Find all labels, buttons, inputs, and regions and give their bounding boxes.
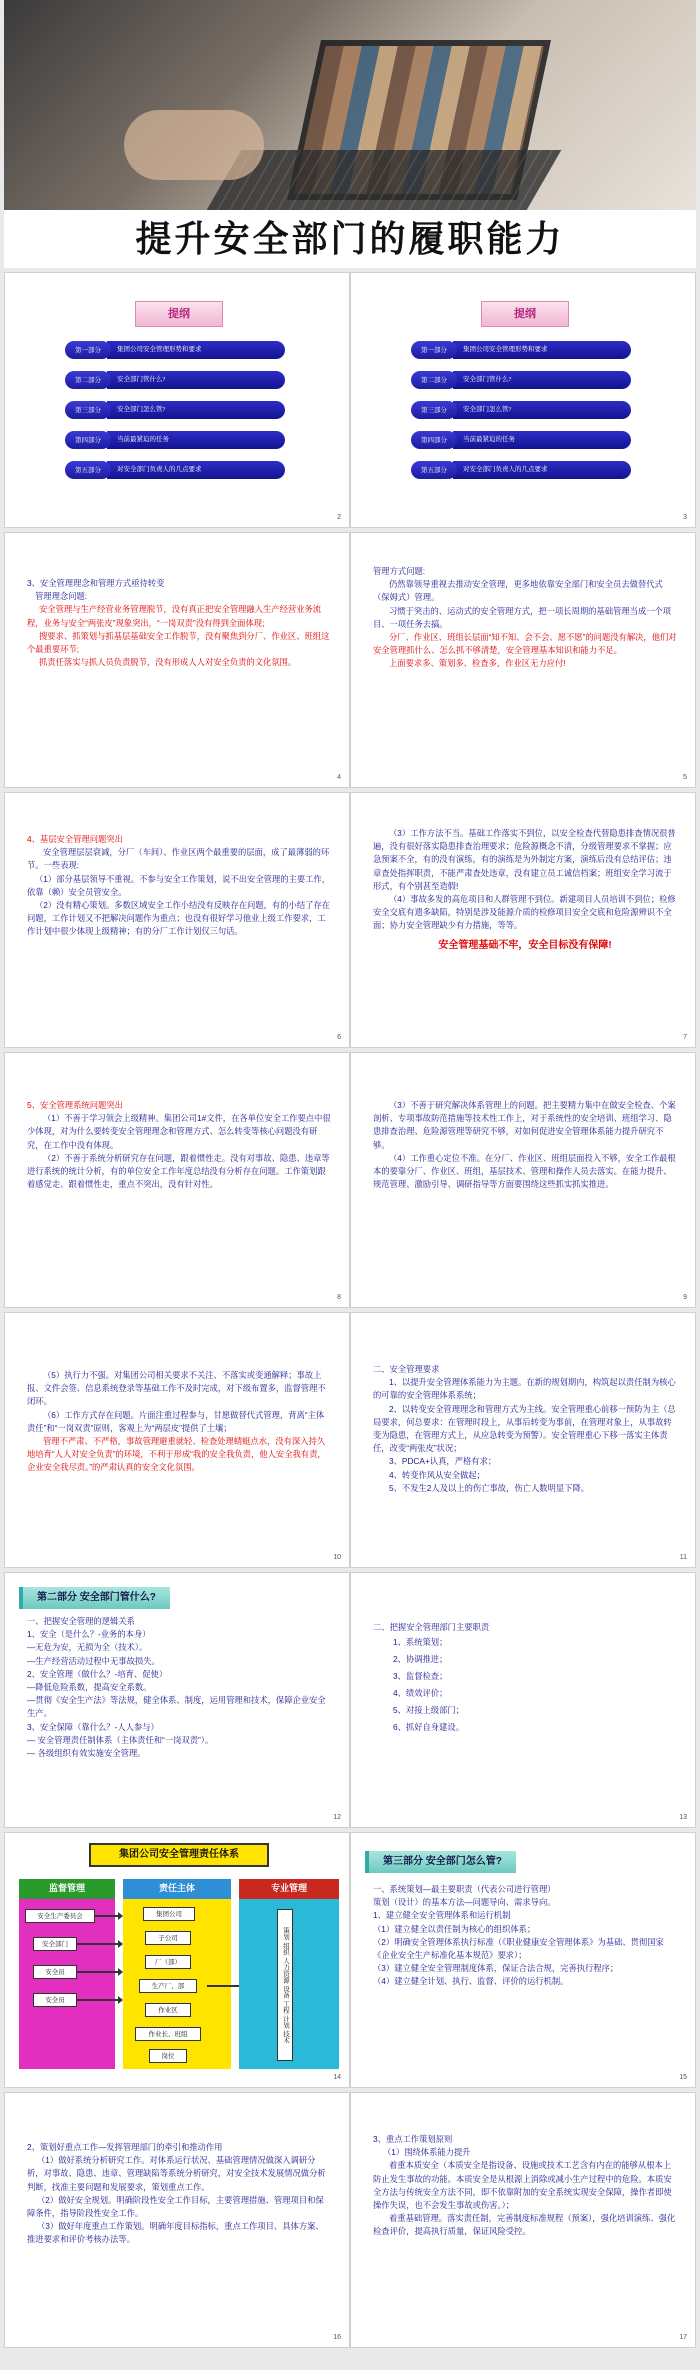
slide-body: （3）工作方法不当。基础工作落实不到位，以安全检查代替隐患排查情况很普遍，没有很好落实隐患排查治理要求；危险源概念不清，分级管理要求不掌握；应急预案不全，有的没有演练，有的演练是为外制定方案，演练后没有总结评估；违章查处指挥职责，不能严肃查处违章，没有建立员工诚信档案；班组安全学习流于形式，有个别甚至造假! （4）事故多发的高危项目和人群管理不到位。新建项目人员培训不到位；检修安全交底有遗多缺陷，特别是涉及能源介质的检修项目安全交底和危险源辨识不全面；协力安全管理缺少有力措施，等等。 安全管理基础不牢，安全目标没有保障! (373, 828, 676, 951)
outline-title: 提纲 (135, 301, 223, 327)
slide-17 (350, 2092, 696, 2348)
slide-14 (4, 1832, 350, 2088)
diagram-node: 安全员 (33, 1965, 77, 1979)
slide-12 (4, 1572, 350, 1828)
subject-column (123, 1899, 231, 2069)
slide-body: （5）执行力不强。对集团公司相关要求不关注、不落实或变通解释；事故上报、文件会签、信息系统登录等基础工作不及时完成，对下级布置多，监督管理不闭环。 （6）工作方式存在问题。片面注重过程参与，甘愿做替代式管理，背离“主体责任”和“一岗双责”原则，客观上为“两层皮”提供了土壤； 管理不严肃、不严格，事故管理避重就轻、检查处理蜻蜓点水，没有深入持久地培育“人人对安全负责”的环境，不利于形成“我的安全我负责，他人安全我有责，企业安全我尽责。”的严肃认真的安全文化氛围。 (27, 1370, 326, 1473)
slide-body: 二、把握安全管理部门主要职责 1、系统策划； 2、协调推进； 3、监督检查； 4、绩效评价； 5、对接上级部门； 6、抓好自身建设。 (373, 1622, 490, 1733)
slide-outline-b (350, 272, 696, 528)
diagram-node: 作业区 (145, 2003, 191, 2017)
diagram-node: 安全部门 (33, 1937, 77, 1951)
page-number: 4 (337, 774, 341, 781)
diagram-title: 集团公司安全管理责任体系 (89, 1843, 269, 1867)
slide-body: 管理方式问题: 仍然靠领导重视去推动安全管理，更多地依靠安全部门和安全员去做替代式（保姆式）管理。 习惯于突击的、运动式的安全管理方式，把一项长周期的基础管理当成一个项目、一项任务去搞。 分厂、作业区、班组长层面“知不知、会不会、愿不愿”的问题没有解决，他们对安全管理抓什么、怎么抓不够清楚，安全管理基本知识和能力不足。 上面要求多、策划多、检查多，作业区无力应付! (373, 566, 677, 669)
diagram-node: 子公司 (145, 1931, 191, 1945)
diagram-node: 作业长、班组 (135, 2027, 201, 2041)
arrow-icon (77, 1943, 119, 1945)
page-number: 5 (683, 774, 687, 781)
slide-13 (350, 1572, 696, 1828)
slide-body: 一、系统策划—最主要职责（代表公司进行管理） 策划（设计）的基本方法—问题导向、需求导向。 1、建立健全安全管理体系和运行机制 （1）建立健全以责任制为核心的组织体系； （2）明确安全管理体系执行标准（《职业健康安全管理体系》为基础、贯彻国家《企业安全生产标准化基本规范》要求）； （3）建立健全安全管理制度体系，保证合法合规，完善执行程序； （4）建立健全计划、执行、监督、评价的运行机制。 (373, 1884, 664, 1987)
diagram-node: 岗位 (149, 2049, 187, 2063)
dept-list: 策划 组织 人力资源 设备 工程 计划 技术 (277, 1909, 293, 2061)
header-supervision: 监督管理 (19, 1879, 115, 1899)
header-subject: 责任主体 (123, 1879, 231, 1899)
outline-title: 提纲 (481, 301, 569, 327)
outline-item[interactable]: 集团公司安全管理形势和要求 第一部分 (65, 341, 285, 359)
page-number: 17 (679, 2334, 687, 2341)
supervision-column (19, 1899, 115, 2069)
section-title: 第二部分 安全部门管什么? (19, 1587, 170, 1609)
page-number: 16 (333, 2334, 341, 2341)
outline-item[interactable]: 对安全部门负责人的几点要求 第五部分 (411, 461, 631, 479)
page-number: 12 (333, 1814, 341, 1821)
arrow-icon (95, 1915, 119, 1917)
slide-body: 3、重点工作策划原则 （1）围绕体系能力提升 着重本质安全（本质安全是指设备、设施或技术工艺含有内在的能够从根本上防止发生事故的功能。本质安全是从根源上消除或减小生产过程中的危险。本质安全方法与传统安全方法不同，即不依靠附加的安全系统实现安全保障，操作者即使操作失误，也不会发生事故或伤害。）； 着重基础管理。落实责任制，完善制度标准规程（预案），强化培训演练、强化检查评价，提高执行质量，保证风险受控。 (373, 2134, 676, 2237)
outline-item[interactable]: 当前最紧迫的任务 第四部分 (411, 431, 631, 449)
outline-item[interactable]: 安全部门管什么? 第二部分 (65, 371, 285, 389)
arrow-icon (207, 1985, 241, 1987)
page-number: 15 (679, 2074, 687, 2081)
slide-body: （3）不善于研究解决体系管理上的问题。把主要精力集中在做安全检查、个案剖析、专项事故防范措施等技术性工作上，对于系统性的安全培训、班组学习、隐患排查治理、危险源管理等研究不够，对如何促进安全管理体系能力提升研究不够。 （4）工作重心定位不准。在分厂、作业区、班组层面投入不够，安全工作最根本的要靠分厂、作业区、班组，基层技术、管理和操作人员去落实。在能力提升、规范管理、激励引导、调研指导等方面要围绕这些抓实抓实推进。 (373, 1100, 676, 1190)
outline-item[interactable]: 集团公司安全管理形势和要求 第一部分 (411, 341, 631, 359)
slide-5 (350, 532, 696, 788)
outline-item[interactable]: 当前最紧迫的任务 第四部分 (65, 431, 285, 449)
page-number: 8 (337, 1294, 341, 1301)
slide-body: 一、把握安全管理的逻辑关系 1、安全（是什么？-业务的本身） —无危为安，无损为全（技术）。 —生产经营活动过程中无事故损失。 2、安全管理（做什么？-培育、促使） —降低危险系数，提高安全系数。 —贯彻《安全生产法》等法规，健全体系、制度，运用管理和技术，保障企业安全生产。 3、安全保障（靠什么？-人人参与） — 安全管理责任制体系（主体责任和“一岗双责”）。 — 各级组织有效实施安全管理。 (27, 1616, 326, 1759)
slide-body: 5、安全管理系统问题突出 （1）不善于学习领会上级精神。集团公司1#文件，在各单位安全工作要点中很少体现，对为什么要转变安全管理理念和管理方式、怎么转变等核心问题没有研究，在工作中没有体现。 （2）不善于系统分析研究存在问题，跟着惯性走。没有对事故、隐患、违章等进行系统的统计分析，有的单位安全工作年度总结没有分析存在问题。工作策划跟着感觉走、跟着惯性走，重点不突出，没有针对性。 (27, 1100, 331, 1190)
page-number: 7 (683, 1034, 687, 1041)
outline-item[interactable]: 对安全部门负责人的几点要求 第五部分 (65, 461, 285, 479)
hand-image (124, 110, 264, 180)
page-number: 9 (683, 1294, 687, 1301)
slide-6 (4, 792, 350, 1048)
slide-outline-a (4, 272, 350, 528)
page-number: 11 (679, 1554, 687, 1561)
page-number: 10 (333, 1554, 341, 1561)
diagram-node: 安全员 (33, 1993, 77, 2007)
page-number: 14 (333, 2074, 341, 2081)
page-number: 3 (683, 514, 687, 521)
professional-column (239, 1899, 339, 2069)
slide-body: 2、策划好重点工作—发挥管理部门的牵引和推动作用 （1）做好系统分析研究工作。对体系运行状况、基础管理情况做深入调研分析，对事故、隐患、违章、管理缺陷等系统分析研究，对安全技术发展情况做分析判断，找准主要问题和发展要求，策划重点工作。 （2）做好安全规划。明确阶段性安全工作目标，主要管理措施、管理项目和保障条件，指导阶段性安全工作。 （3）做好年度重点工作策划。明确年度目标指标，重点工作项目、具体方案、推进要求和评价考核办法等。 (27, 2142, 326, 2245)
slide-7 (350, 792, 696, 1048)
diagram-node: 安全生产委员会 (25, 1909, 95, 1923)
outline-item[interactable]: 安全部门怎么管? 第三部分 (65, 401, 285, 419)
diagram-node: 集团公司 (143, 1907, 195, 1921)
slide-9 (350, 1052, 696, 1308)
slide-body: 4、基层安全管理问题突出 安全管理层层衰减，分厂（车间）、作业区两个最重要的层面，成了最薄弱的环节。一些表现: （1）部分基层领导不重视。不参与安全工作策划，说不出安全管理的主要工作，依靠（赖）安全员管安全。 （2）没有精心策划。多数区域安全工作小结没有反映存在问题，有的小结了存在问题，工作计划又不把解决问题作为重点；也没有很好学习他业上级工作要求，工作计划中很少体现上级精神；有的分厂工作计划仅三句话。 (27, 834, 331, 937)
slide-10 (4, 1312, 350, 1568)
page-number: 6 (337, 1034, 341, 1041)
slide-body: 二、安全管理要求 1、以提升安全管理体系能力为主题。在新的规划期内，构筑起以责任制为核心的可靠的安全管理体系系统； 2、以转变安全管理理念和管理方式为主线。安全管理重心前移一预防为主（总局要求，何总要求：在管理时段上，从事后转变为事前，在管理对象上，从事故转变为隐患，在管理方式上，从应急转变为预警）。安全管理重心下移一落实主体责任，改变“两张皮”状况； 3、PDCA+认真，严格有求； 4、转变作风从安全做起； 5、不发生2人及以上的伤亡事故，伤亡人数明显下降。 (373, 1364, 676, 1493)
diagram-node: 厂（部） (145, 1955, 191, 1969)
slide-16 (4, 2092, 350, 2348)
cover-slide (4, 0, 696, 268)
responsibility-diagram (19, 1843, 339, 2075)
slide-4 (4, 532, 350, 788)
slide-8 (4, 1052, 350, 1308)
cover-photo (4, 0, 696, 210)
slide-11 (350, 1312, 696, 1568)
slide-body: 3、安全管理理念和管理方式亟待转变 管理理念问题: 安全管理与生产经营业务管理脱节，没有真正把安全管理融入生产经营业务流程，业务与安全“两张皮”现象突出，“一岗双责”没有得到全面体现; 搜要求、抓策划与抓基层基础安全工作脱节，没有聚焦到分厂、作业区、班组这个最重要环节; 抓责任落实与抓人员负责脱节，没有形成人人对安全负责的文化氛围。 (27, 578, 330, 668)
arrow-icon (77, 1971, 119, 1973)
cover-title: 提升安全部门的履职能力 (135, 218, 565, 260)
slide-15 (350, 1832, 696, 2088)
section-title: 第三部分 安全部门怎么管? (365, 1851, 516, 1873)
page-number: 2 (337, 514, 341, 521)
diagram-node: 生产厂、部 (139, 1979, 197, 1993)
arrow-icon (77, 1999, 119, 2001)
header-professional: 专业管理 (239, 1879, 339, 1899)
page-number: 13 (679, 1814, 687, 1821)
outline-item[interactable]: 安全部门怎么管? 第三部分 (411, 401, 631, 419)
outline-item[interactable]: 安全部门管什么? 第二部分 (411, 371, 631, 389)
